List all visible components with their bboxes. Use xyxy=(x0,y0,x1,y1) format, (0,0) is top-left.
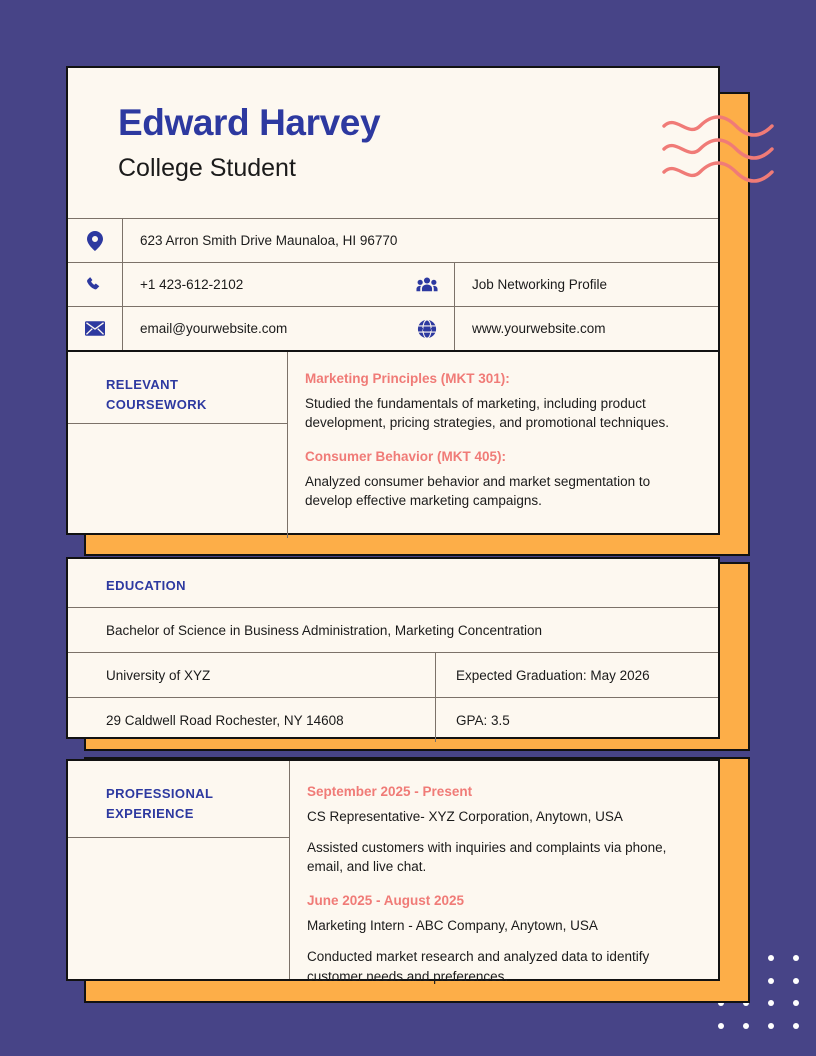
envelope-icon xyxy=(68,307,123,350)
experience-dates: June 2025 - August 2025 xyxy=(307,893,465,909)
contact-row-email-website xyxy=(68,306,718,350)
decoration-dot xyxy=(793,1000,799,1006)
coursework-label-column xyxy=(68,352,288,538)
coursework-heading xyxy=(68,352,287,424)
people-group-icon xyxy=(400,263,455,306)
job-title: College Student xyxy=(118,153,296,182)
decoration-dot xyxy=(768,1000,774,1006)
contact-phone-text: +1 423-612-2102 xyxy=(140,277,244,292)
course-title: Consumer Behavior (MKT 405): xyxy=(305,449,507,465)
contact-website-text: www.yourwebsite.com xyxy=(472,321,606,336)
decoration-dot xyxy=(793,978,799,984)
experience-label-column xyxy=(68,761,290,979)
experience-role: Marketing Intern - ABC Company, Anytown, USA xyxy=(307,917,598,933)
relevant-coursework-section xyxy=(68,350,718,538)
decoration-dot xyxy=(768,978,774,984)
education-school-address: 29 Caldwell Road Rochester, NY 14608 xyxy=(68,698,436,742)
experience-description: Conducted market research and analyzed data to identify customer needs and preferences. xyxy=(307,949,650,984)
education-card xyxy=(66,557,720,739)
coursework-label-spacer xyxy=(68,424,287,538)
education-graduation: Expected Graduation: May 2026 xyxy=(456,667,650,683)
coursework-heading-line1: RELEVANT xyxy=(106,377,179,392)
education-degree-row xyxy=(68,607,718,652)
contact-email-text: email@yourwebsite.com xyxy=(140,321,288,336)
contact-row-phone-network xyxy=(68,262,718,306)
contact-networking-text: Job Networking Profile xyxy=(472,277,608,292)
page-title: Edward Harvey xyxy=(118,102,381,143)
header-contact-coursework-card xyxy=(66,66,720,535)
course-description: Analyzed consumer behavior and market segmentation to develop effective marketing campaigns. xyxy=(305,473,651,508)
phone-icon xyxy=(68,263,123,306)
education-school: University of XYZ xyxy=(68,653,436,697)
coursework-heading-line2: COURSEWORK xyxy=(106,397,207,413)
waves-decoration-icon xyxy=(660,114,780,189)
coursework-content-column xyxy=(288,352,718,538)
education-address-row xyxy=(68,697,718,742)
experience-role: CS Representative- XYZ Corporation, Anytown, USA xyxy=(307,808,623,824)
education-gpa: GPA: 3.5 xyxy=(456,712,510,728)
experience-heading-line1: PROFESSIONAL xyxy=(106,786,214,801)
decoration-dot xyxy=(743,1023,749,1029)
decoration-dot xyxy=(793,955,799,961)
professional-experience-section xyxy=(68,761,718,984)
education-school-row xyxy=(68,652,718,697)
education-heading: EDUCATION xyxy=(106,578,186,593)
experience-content-column xyxy=(290,761,718,984)
globe-www-icon xyxy=(400,307,455,350)
decoration-dot xyxy=(768,1023,774,1029)
experience-label-spacer xyxy=(68,838,289,979)
location-pin-icon xyxy=(68,219,123,262)
decoration-dot xyxy=(718,1023,724,1029)
decoration-dot xyxy=(768,955,774,961)
education-degree: Bachelor of Science in Business Administration, Marketing Concentration xyxy=(106,622,542,638)
decoration-dot xyxy=(793,1023,799,1029)
experience-heading-line2: EXPERIENCE xyxy=(106,806,194,822)
experience-dates: September 2025 - Present xyxy=(307,784,473,799)
experience-description: Assisted customers with inquiries and complaints via phone, email, and live chat. xyxy=(307,839,667,875)
professional-experience-card xyxy=(66,759,720,984)
experience-heading xyxy=(68,761,289,838)
course-description: Studied the fundamentals of marketing, including product development, pricing strategies, and promotional techniques. xyxy=(305,395,669,430)
course-title: Marketing Principles (MKT 301): xyxy=(305,371,510,386)
contact-row-address xyxy=(68,218,718,262)
contact-address-text: 623 Arron Smith Drive Maunaloa, HI 96770 xyxy=(140,233,398,248)
svg-text:www: www xyxy=(420,326,434,333)
name-header xyxy=(68,68,718,218)
